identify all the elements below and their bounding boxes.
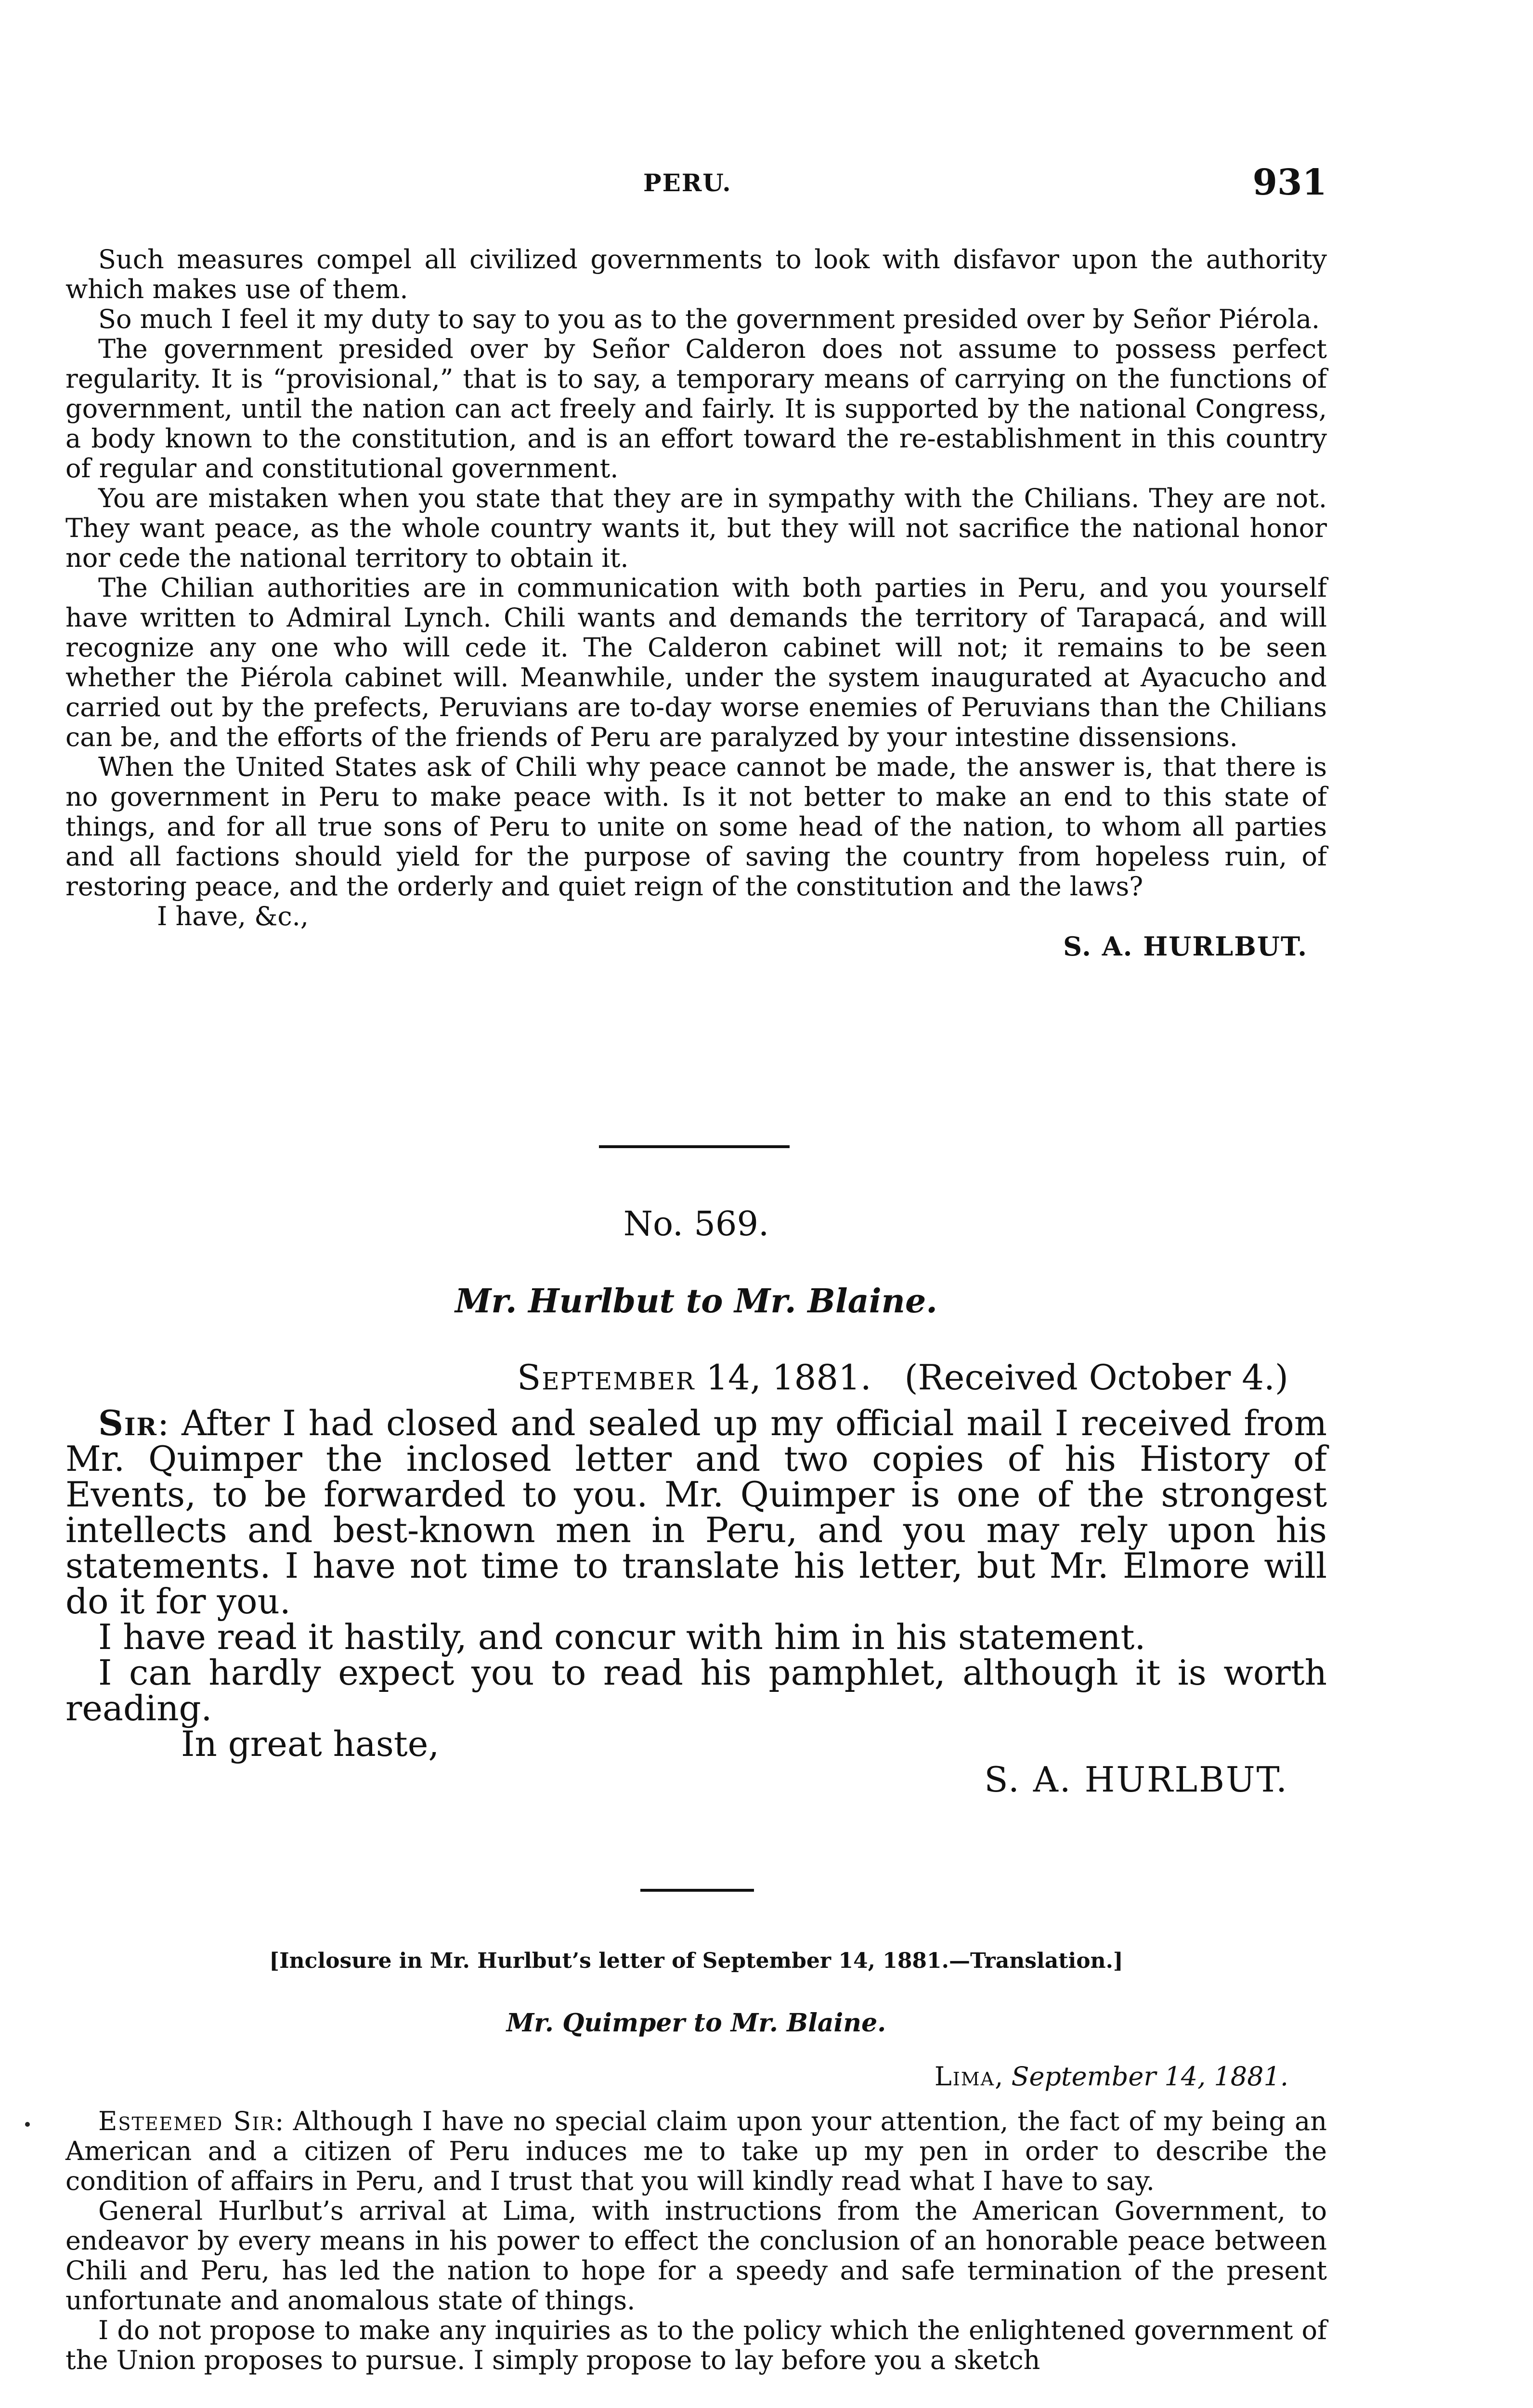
paragraph: You are mistaken when you state that they are in sympathy with the Chilians. They are not. They want peace, as the whole country wants it, but they will not sacrifice the national honor nor cede the national territory to obtain it. (65, 483, 1327, 573)
paragraph-text: : Although I have no special claim upon your attention, the fact of my being an American and a citizen of Peru induces me to take up my pen in order to describe the condition of affairs in Peru, and I trust that you will kindly read what I have to say. (65, 2106, 1327, 2196)
enclosure-note: [Inclosure in Mr. Hurlbut’s letter of September 14, 1881.—Translation.] (269, 1949, 1123, 1973)
page-number: 931 (1252, 162, 1327, 203)
received-date: (Received October 4.) (904, 1357, 1288, 1398)
paragraph: So much I feel it my duty to say to you as to the government presided over by Señor Piérola. (98, 304, 1320, 334)
document-number: No. 569. (623, 1204, 769, 1243)
page-header (65, 164, 1327, 217)
paragraph: When the United States ask of Chili why peace cannot be made, the answer is, that there is no government in Peru to make peace with. Is it not better to make an end to this state of things, and for all true sons of Peru to unite on some head of the nation, to whom all parties and all factions should yield for the purpose of saving the country from hopeless ruin, of restoring peace, and the orderly and quiet reign of the constitution and the laws? (65, 752, 1327, 902)
salutation: Sir (98, 1402, 157, 1443)
paragraph: The government presided over by Señor Calderon does not assume to possess perfect regularity. It is “provisional,” that is to say, a temporary means of carrying on the functions of government, until the nation can act freely and fairly. It is supported by the national Congress, a body known to the constitution, and is an effort toward the re-establishment in this country of regular and constitutional government. (65, 334, 1327, 484)
date-rest: September 14, 1881. (1011, 2061, 1288, 2092)
salutation: Esteemed Sir (98, 2106, 275, 2136)
enclosure-dateline: Lima, September 14, 1881. (934, 2061, 1288, 2092)
paragraph: General Hurlbut’s arrival at Lima, with instructions from the American Government, to endeavor by every means in his power to effect the conclusion of an honorable peace between Chili and Peru, has led the nation to hope for a speedy and safe termination of the present unfortunate and anomalous state of things. (65, 2196, 1327, 2316)
letter-closing: In great haste, (181, 1724, 440, 1764)
enclosure-title: Mr. Quimper to Mr. Blaine. (506, 2008, 886, 2038)
letter-continuation (65, 245, 1327, 961)
enclosure-body (65, 2107, 1327, 2375)
document-dateline (65, 1357, 1327, 1398)
paragraph: The Chilian authorities are in communication with both parties in Peru, and you yourself have written to Admiral Lynch. Chili wants and demands the territory of Tarapacá, and will recognize any one who will cede it. The Calderon cabinet will not; it remains to be seen whether the Piérola cabinet will. Meanwhile, under the system inaugurated at Ayacucho and carried out by the prefects, Peruvians are to-day worse enemies of Peruvians than the Chilians can be, and the efforts of the friends of Peru are paralyzed by your intestine dissensions. (65, 573, 1327, 752)
paragraph-text: : After I had closed and sealed up my official mail I received from Mr. Quimper the inclosed letter and two copies of his History of Events, to be forwarded to you. Mr. Quimper is one of the strongest intellects and best-known men in Peru, and you may rely upon his statements. I have not time to translate his letter, but Mr. Elmore will do it for you. (65, 1403, 1327, 1622)
paragraph: Such measures compel all civilized governments to look with disfavor upon the authority which makes use of them. (65, 244, 1327, 304)
paragraph: I can hardly expect you to read his pamphlet, although it is worth reading. (65, 1652, 1327, 1728)
signature: S. A. HURLBUT. (984, 1759, 1288, 1800)
date-place: Lima (934, 2061, 995, 2092)
section-divider (640, 1889, 754, 1892)
letter-569-body (65, 1402, 1327, 1800)
date-month: September (517, 1357, 695, 1398)
running-head: PERU. (643, 169, 732, 197)
margin-mark (25, 2122, 30, 2127)
section-divider (599, 1145, 790, 1148)
paragraph (65, 1402, 1327, 1622)
date-rest: 14, 1881. (695, 1357, 871, 1398)
paragraph: I have read it hastily, and concur with him in his statement. (98, 1617, 1146, 1657)
letter-closing: I have, &c., (157, 901, 309, 931)
paragraph (65, 2107, 1327, 2196)
document-title: Mr. Hurlbut to Mr. Blaine. (455, 1282, 937, 1321)
signature: S. A. HURLBUT. (1063, 931, 1308, 962)
paragraph: I do not propose to make any inquiries as to the policy which the enlightened government of the Union proposes to pursue. I simply propose to lay before you a sketch (65, 2315, 1327, 2375)
